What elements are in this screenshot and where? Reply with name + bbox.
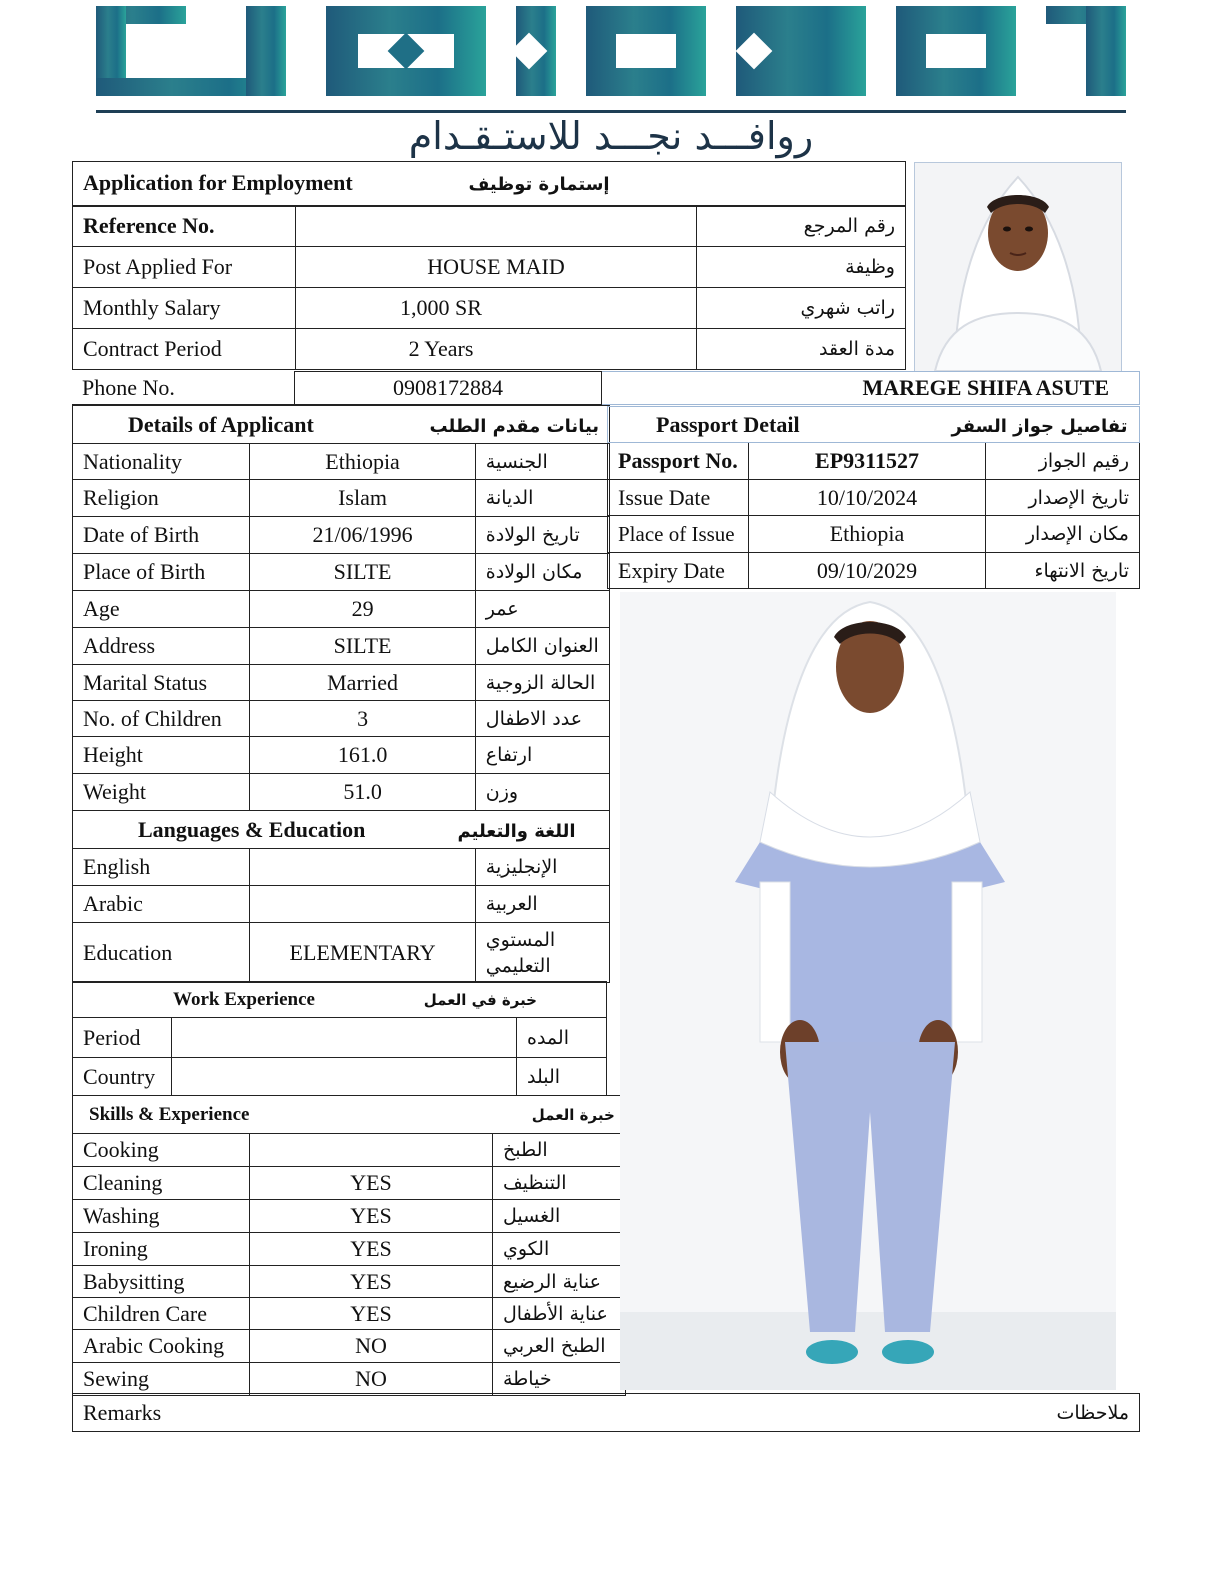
table-row: Place of Issue Ethiopia مكان الإصدار [608, 516, 1140, 553]
contract-label: Contract Period [73, 329, 296, 370]
details-heading-ar: بيانات مقدم الطلب [429, 415, 600, 437]
table-row: Ironing YES الكوي [73, 1233, 626, 1266]
table-row: English الإنجليزية [73, 849, 610, 886]
phone-label: Phone No. [72, 372, 295, 405]
languages-heading-ar: اللغة والتعليم [457, 820, 576, 842]
table-row: Washing YES الغسيل [73, 1200, 626, 1233]
company-name-arabic: روافـــد نجـــد للاستـقـدام [408, 114, 814, 158]
table-row: Marital Status Married الحالة الزوجية [73, 665, 610, 701]
title-ar: إستمارة توظيف [468, 174, 610, 196]
table-row: Passport No. EP9311527 رقيم الجواز [608, 443, 1140, 480]
table-row [73, 206, 906, 247]
table-row: Cleaning YES التنظيف [73, 1167, 626, 1200]
reference-value [296, 206, 697, 247]
table-row: Arabic العربية [73, 886, 610, 923]
table-row: Sewing NO خياطة [73, 1363, 626, 1396]
table-row: Address SILTE العنوان الكامل [73, 628, 610, 665]
table-row: Country البلد [73, 1058, 607, 1096]
company-logo [96, 6, 1126, 156]
table-row: Expiry Date 09/10/2029 تاريخ الانتهاء [608, 553, 1140, 589]
post-label: Post Applied For [73, 247, 296, 288]
work-heading-ar: خبرة في العمل [423, 990, 537, 1009]
phone-name-row [72, 371, 1140, 405]
contract-value: 2 Years [296, 329, 697, 370]
table-row: Period المده [73, 1018, 607, 1058]
table-row [73, 247, 906, 288]
table-row: Age 29 عمر [73, 591, 610, 628]
languages-heading: Languages & Education [138, 816, 366, 842]
table-row: Date of Birth 21/06/1996 تاريخ الولادة [73, 517, 610, 554]
table-row: Children Care YES عناية الأطفال [73, 1298, 626, 1330]
table-row: Place of Birth SILTE مكان الولادة [73, 554, 610, 591]
skills-heading-ar: خبرة العمل [531, 1105, 615, 1124]
details-table [72, 405, 610, 983]
remarks-label: Remarks [73, 1394, 622, 1432]
contract-label-ar: مدة العقد [697, 329, 906, 370]
application-header-table [72, 161, 906, 370]
passport-heading-ar: تفاصيل جواز السفر [951, 415, 1128, 437]
passport-table [607, 406, 1140, 589]
table-row: Weight 51.0 وزن [73, 774, 610, 811]
passport-heading: Passport Detail [656, 411, 800, 437]
skills-table [72, 1095, 626, 1396]
table-row [73, 329, 906, 370]
person-fullbody-icon [620, 592, 1116, 1390]
work-heading: Work Experience [173, 988, 315, 1010]
person-portrait-icon [915, 163, 1121, 371]
salary-value: 1,000 SR [296, 288, 697, 329]
table-row: Issue Date 10/10/2024 تاريخ الإصدار [608, 480, 1140, 516]
table-row: Babysitting YES عناية الرضيع [73, 1266, 626, 1298]
table-row: Height 161.0 ارتفاع [73, 737, 610, 774]
salary-label-ar: راتب شهري [697, 288, 906, 329]
table-row: Education ELEMENTARY المستوي التعليمي [73, 923, 610, 983]
table-row: Religion Islam الديانة [73, 480, 610, 517]
applicant-name: MAREGE SHIFA ASUTE [602, 372, 1140, 405]
full-body-photo [620, 592, 1116, 1390]
table-row [73, 288, 906, 329]
portrait-photo [914, 162, 1122, 372]
phone-value: 0908172884 [295, 372, 602, 405]
title-en: Application for Employment [83, 170, 353, 196]
work-experience-table [72, 981, 607, 1096]
skills-heading: Skills & Experience [89, 1103, 250, 1125]
table-row: Arabic Cooking NO الطبخ العربي [73, 1330, 626, 1363]
table-row: Nationality Ethiopia الجنسية [73, 444, 610, 480]
post-label-ar: وظيفة [697, 247, 906, 288]
table-row: No. of Children 3 عدد الاطفال [73, 701, 610, 737]
remarks-row [72, 1393, 1140, 1432]
post-value: HOUSE MAID [296, 247, 697, 288]
reference-label-ar: رقم المرجع [697, 206, 906, 247]
remarks-label-ar: ملاحظات [622, 1394, 1140, 1432]
salary-label: Monthly Salary [73, 288, 296, 329]
table-row: Cooking الطبخ [73, 1134, 626, 1167]
details-heading: Details of Applicant [128, 411, 314, 437]
reference-label: Reference No. [73, 206, 296, 247]
